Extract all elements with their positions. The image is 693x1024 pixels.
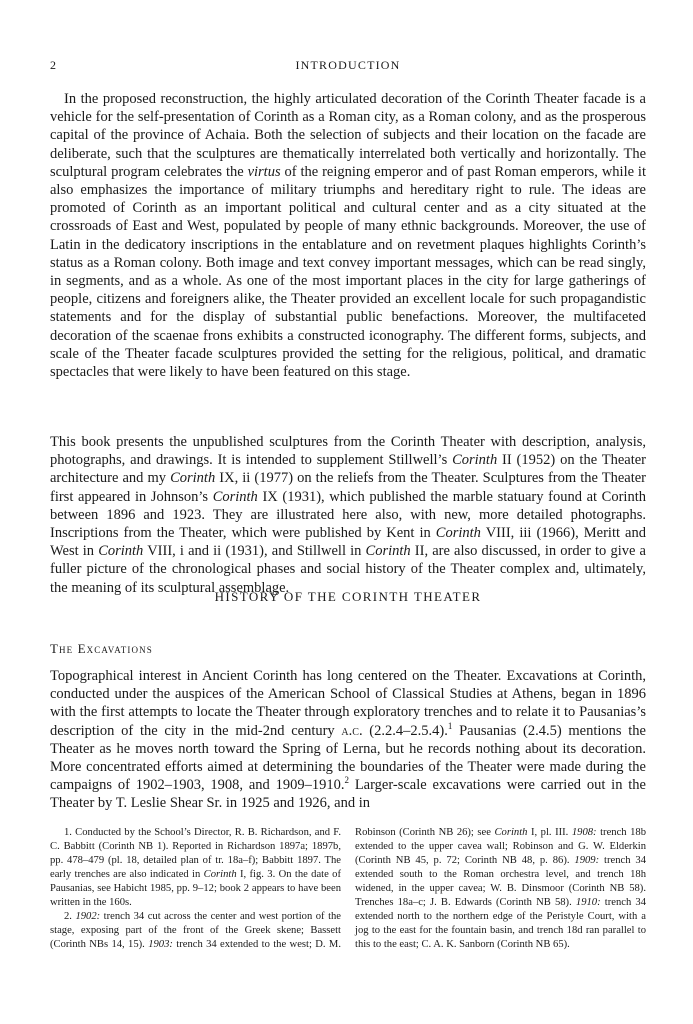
italic-title: Corinth	[452, 452, 498, 469]
paragraph-reconstruction	[50, 90, 646, 381]
italic-title: Corinth	[212, 488, 258, 505]
text-run: IX (1931), which published the marble statuary found at Corinth between 1896 and 1923. They are illustrated here also, with new, more detailed photographs. Inscriptions from the Theater, which were published by Kent in	[50, 488, 646, 542]
italic-year: 1910:	[575, 897, 601, 908]
italic-year: 1903:	[148, 939, 173, 950]
text-run: 1. Conducted by the School’s Director, R. B. Richardson, and F. C. Babbitt (Corinth NB 1). Reported in Richardson 1897a; 1897b, pp. 478–479 (pl. 18, detailed plan of tr. 18a–f); Babbitt 1897. The early trenches are also indicated in	[50, 827, 341, 880]
text-run: In the proposed reconstruction, the highly articulated decoration of the Corinth Theater facade is a vehicle for the self-presentation of Corinth as a Roman city, as a Roman colony, and as the prosperous capital of the province of Achaia. Both the selection of subjects and their location on the facade are deliberate, such that the sculptures are thematically interrelated both vertically and horizontally. The sculptural program celebrates the	[50, 91, 646, 180]
text-run: VIII, iii (1966), Meritt and West in	[50, 525, 646, 560]
text-run: IX, ii (1977) on the reliefs from the Theater. Sculptures from the Theater first appeared in Johnson’s	[50, 470, 646, 505]
text-run: This book presents the unpublished sculptures from the Corinth Theater with description, analysis, photographs, and drawings. It is intended to supplement Stillwell’s	[50, 434, 646, 469]
era-abbreviation: a.c.	[341, 722, 363, 739]
text-run: trench 34 extended north to the northern edge of the Peristyle Court, with a jog to the east for the fountain basin, and trench 18d ran parallel to this to the east; C. A. K. Sanborn (Corinth NB 65).	[355, 897, 646, 950]
text-run: II, are also discussed, in order to give a fuller picture of the chronological phases and social history of the Theater complex and, ultimately, the meaning of its sculptural assemblage.	[50, 543, 646, 596]
running-head: INTRODUCTION	[295, 58, 401, 72]
page-number: 2	[50, 58, 58, 72]
italic-title: Corinth	[435, 525, 481, 542]
text-run: VIII, i and ii (1931), and Stillwell in	[143, 543, 366, 560]
paragraph-excavations	[50, 667, 646, 813]
footnotes	[50, 826, 646, 952]
subsection-title: The Excavations	[50, 641, 153, 656]
text-run: Larger-scale excavations were carried out in the Theater by T. Leslie Shear Sr. in 1925 and 1926, and in	[50, 777, 646, 812]
text-run: 2.	[64, 911, 76, 922]
italic-title: Corinth	[203, 869, 237, 880]
text-run: Topographical interest in Ancient Corinth has long centered on the Theater. Excavations at Corinth, conducted under the auspices of the American School of Classical Studies at Athens, began in 1896 with the first attempts to locate the Theater through exploratory trenches and to relate it to Pausanias’s description of the city in the mid-2nd century	[50, 668, 646, 739]
italic-year: 1902:	[75, 911, 101, 922]
italic-year: 1908:	[571, 827, 597, 838]
paragraph-book-scope	[50, 433, 646, 597]
footnote-ref-1[interactable]: 1	[447, 720, 453, 731]
page-header	[50, 58, 646, 74]
italic-year: 1909:	[574, 855, 600, 866]
footnote-ref-2[interactable]: 2	[344, 775, 349, 786]
footnote-1	[50, 826, 341, 910]
italic-title: Corinth	[98, 543, 144, 560]
text-run: Pausanias (2.4.5) mentions the Theater as he moves north toward the Spring of Lerna, but he records nothing about its decoration. More concentrated efforts aimed at determining the boundaries of the Theater were made during the campaigns of 1902–1903, 1908, and 1909–1910.	[50, 722, 646, 794]
text-run: I, pl. III.	[527, 827, 572, 838]
section-title: HISTORY OF THE CORINTH THEATER	[214, 589, 482, 604]
text-run: (2.2.4–2.5.4).	[362, 722, 448, 739]
italic-title: Corinth	[494, 827, 528, 838]
text-run: I, fig. 3. On the date of Pausanias, see Habicht 1985, pp. 9–12; book 2 appears to have been written in the 160s.	[50, 869, 341, 908]
text-run: trench 18b extended to the upper cavea wall; Robinson and G. W. Elderkin (Corinth NB 45, p. 72; Corinth NB 48, p. 86).	[355, 827, 646, 866]
text-run: trench 34 extended south to the Roman orchestra level, and trench 18h widened, in the upper cavea; W. B. Dinsmoor (Corinth NB 58). Trenches 18a–c; J. B. Edwards (Corinth NB 58).	[355, 855, 646, 908]
text-run: trench 34 extended to the west; D. M. Robinson (Corinth NB 26); see	[172, 827, 495, 950]
text-run: of the reigning emperor and of past Roman emperors, while it also emphasizes the importance of military triumphs and hereditary right to rule. The ideas are promoted of Corinth as an important political and cultural center and as a city situated at the crossroads of East and West, populated by people of many ethnic backgrounds. Moreover, the use of Latin in the dedicatory inscriptions in the entablature and on revetment plaques highlights Corinth’s status as a Roman colony. Both image and text convey important messages, which can be read singly, in segments, and as a whole. As one of the most important places in the city for large gatherings of people, citizens and foreigners alike, the Theater provided an excellent locale for such propagandistic statements and for the display of substantial public benefactions. Moreover, the multifaceted decoration of the scaenae frons exhibits a constructed iconography. The different forms, subjects, and scale of the Theater facade sculptures provided the setting for the religious, political, and dramatic spectacles that were likely to have been featured on this stage.	[50, 163, 646, 381]
italic-title: Corinth	[365, 543, 411, 560]
italic-term: virtus	[247, 163, 281, 180]
text-run: trench 34 cut across the center and west portion of the stage, exposing part of the front of the Greek skene; Bassett (Corinth NBs 14, 15).	[50, 911, 342, 950]
text-run: II (1952) on the Theater architecture and my	[50, 452, 646, 487]
italic-title: Corinth	[170, 470, 216, 487]
